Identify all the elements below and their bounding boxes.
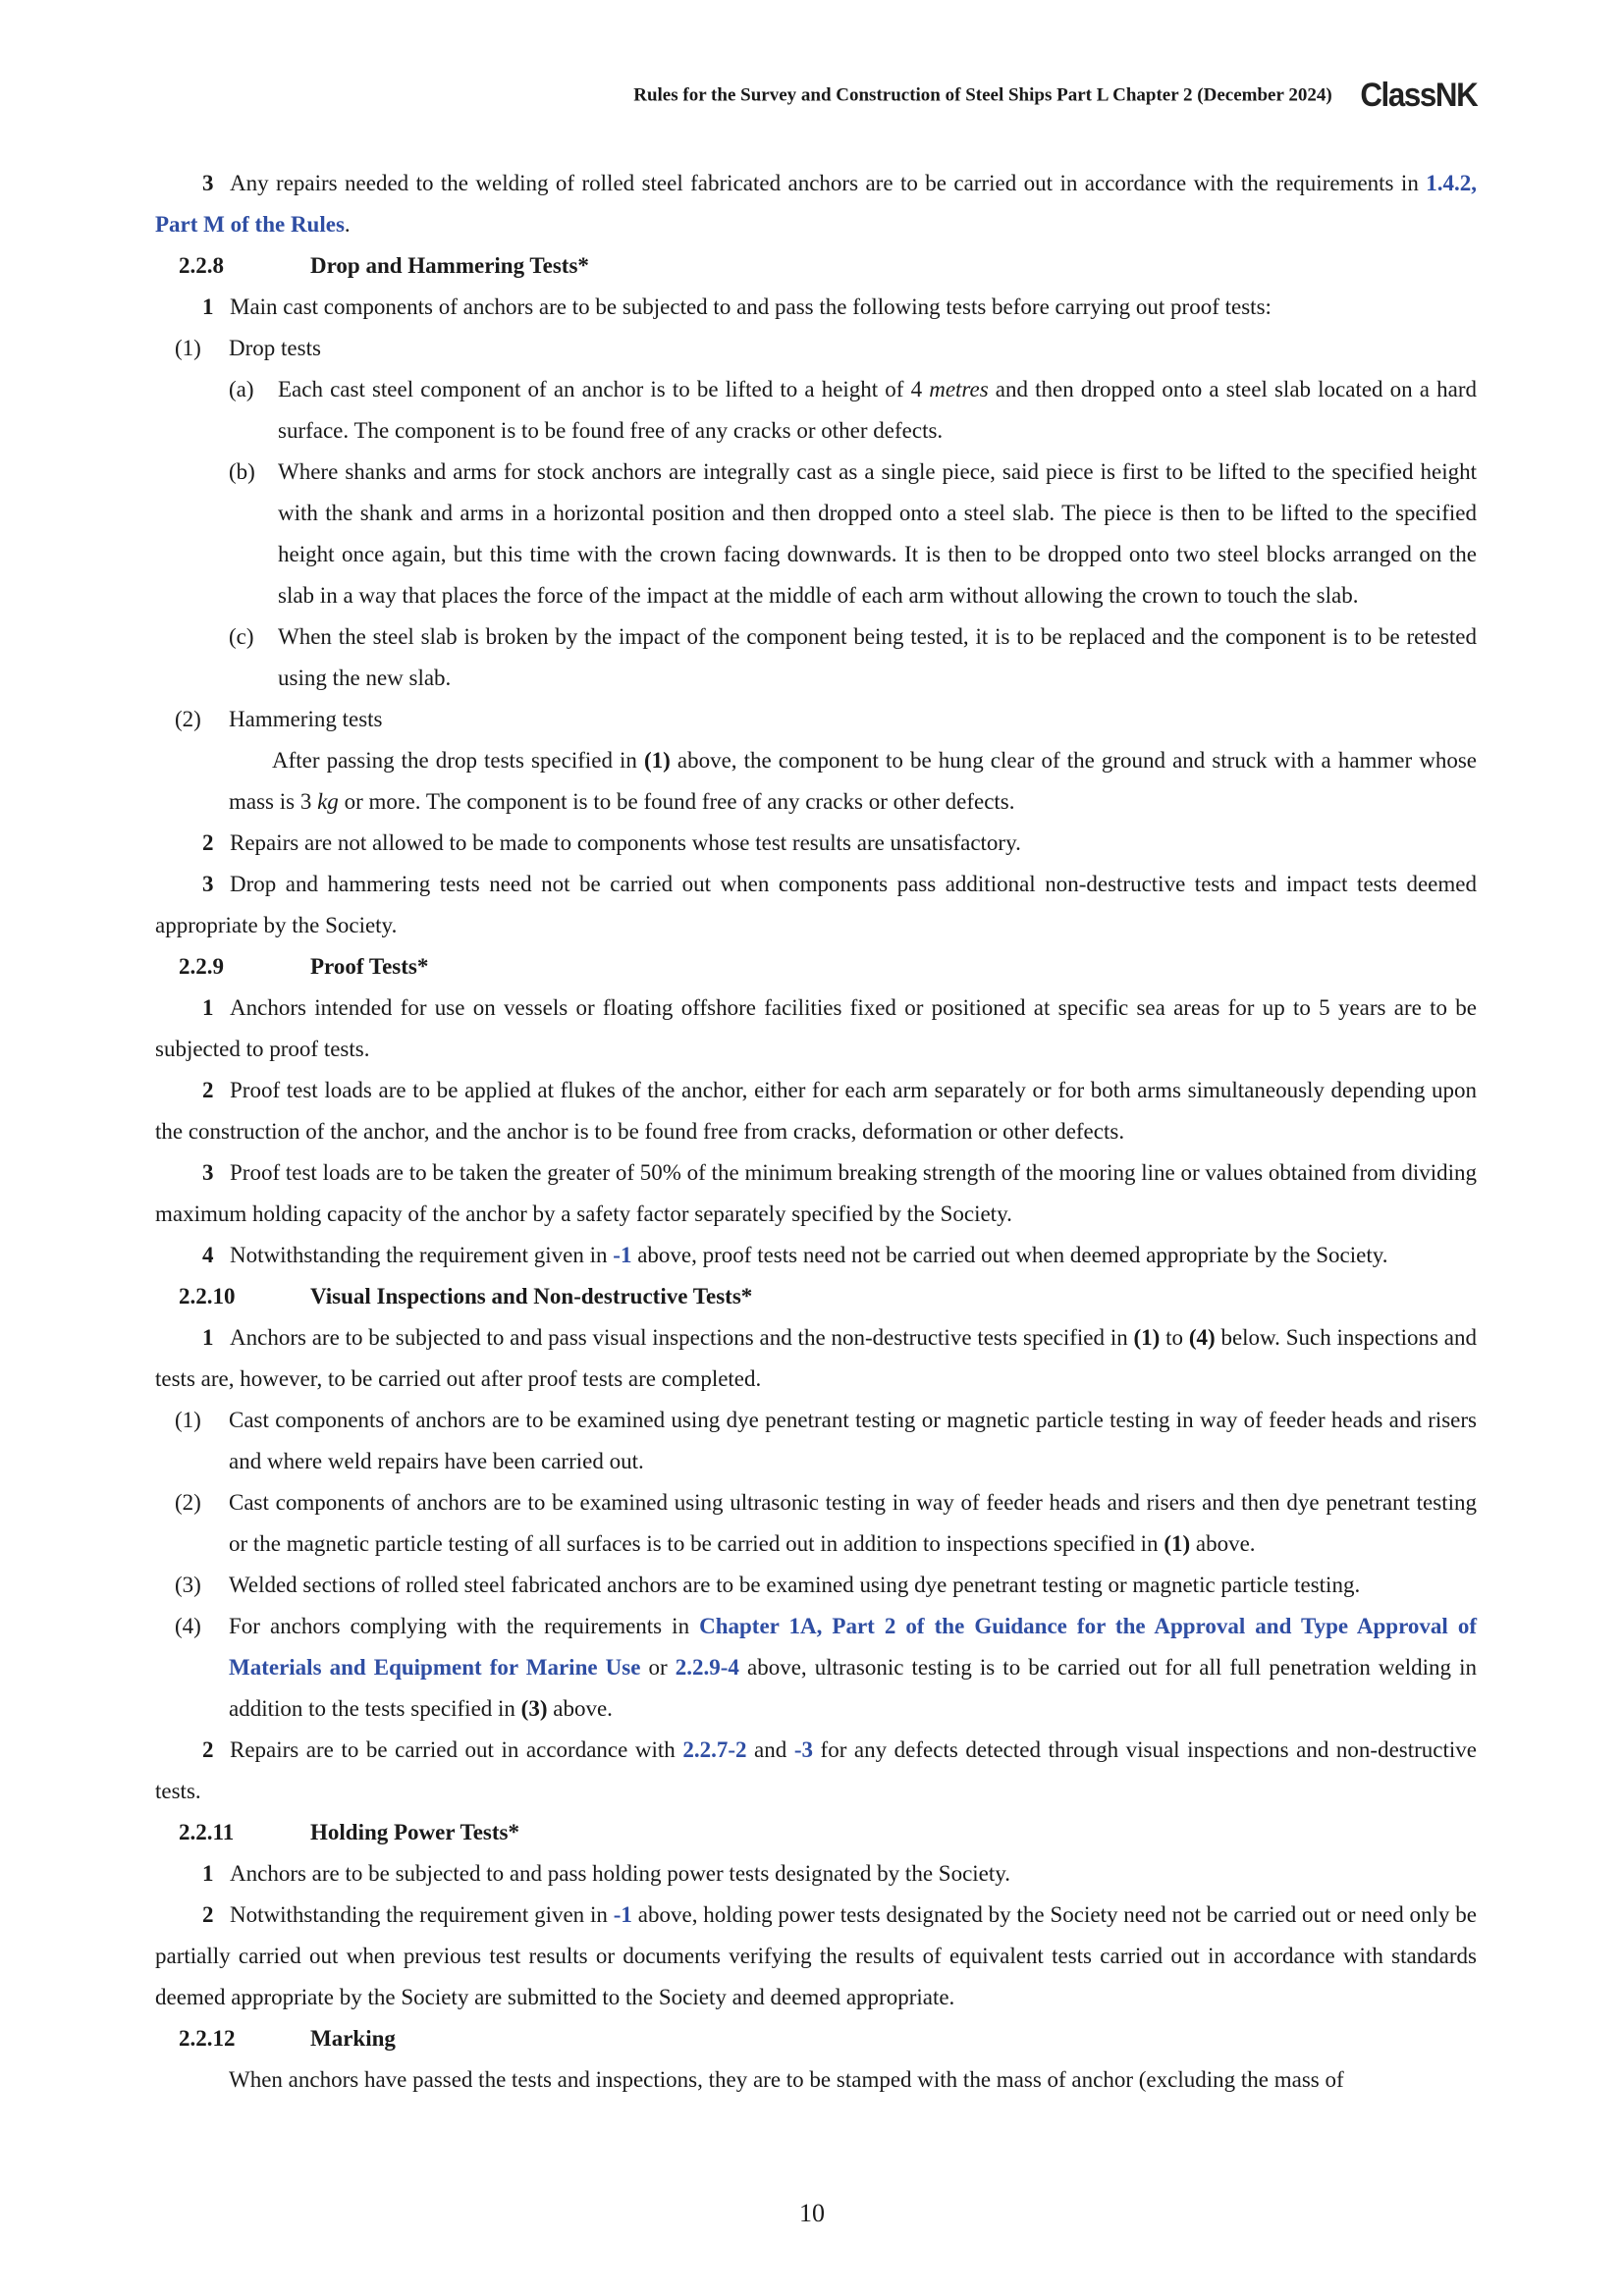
paragraph: 3 Proof test loads are to be taken the greater of 50% of the minimum breaking strength of the mooring line or values obtained from dividing maximum holding capacity of the anchor by a safety factor separately specified by the Society. bbox=[155, 1160, 1477, 1226]
paragraph: 2 Notwithstanding the requirement given in -1 above, holding power tests designated by the Society need not be carried out or need only be partially carried out when previous test results or documents verifying the results of equivalent tests carried out in accordance with standards deemed appropriate by the Society are submitted to the Society and deemed appropriate. bbox=[155, 1902, 1477, 2009]
cross-reference-link[interactable]: -1 bbox=[613, 1243, 632, 1267]
list-item: (c) When the steel slab is broken by the impact of the component being tested, it is to be replaced and the component is to be retested using the new slab. bbox=[229, 624, 1477, 690]
list-item: (1) Drop tests bbox=[175, 336, 321, 360]
list-item: (2) Hammering tests bbox=[175, 707, 383, 731]
list-item: (2) Cast components of anchors are to be examined using ultrasonic testing in way of feeder heads and risers and then dye penetrant testing or the magnetic particle testing of all surfaces is to be carried out in addition to inspections specified in (1) above. bbox=[175, 1490, 1477, 1556]
paragraph: 1 Anchors are to be subjected to and pass holding power tests designated by the Society. bbox=[202, 1861, 1011, 1886]
header-title: Rules for the Survey and Construction of Steel Ships Part L Chapter 2 (December 2024) bbox=[633, 84, 1332, 106]
paragraph: 2 Repairs are to be carried out in accordance with 2.2.7-2 and -3 for any defects detected through visual inspections and non-destructive tests. bbox=[155, 1737, 1477, 1803]
paragraph: 4 Notwithstanding the requirement given in -1 above, proof tests need not be carried out when deemed appropriate by the Society. bbox=[202, 1243, 1388, 1267]
paragraph: 3 Drop and hammering tests need not be carried out when components pass additional non-destructive tests and impact tests deemed appropriate by the Society. bbox=[155, 872, 1477, 937]
section-heading-2-2-9: 2.2.9 Proof Tests* bbox=[179, 954, 429, 979]
paragraph: 1 Anchors are to be subjected to and pass visual inspections and the non-destructive tests specified in (1) to (4) below. Such inspections and tests are, however, to be carried out after proof tests are completed. bbox=[155, 1325, 1478, 1391]
list-item: (1) Cast components of anchors are to be examined using dye penetrant testing or magnetic particle testing in way of feeder heads and risers and where weld repairs have been carried out. bbox=[175, 1408, 1477, 1473]
paragraph: 3 Any repairs needed to the welding of rolled steel fabricated anchors are to be carried out in accordance with the requirements in 1.4.2, Part M of the Rules. bbox=[155, 171, 1477, 237]
list-item: (4) For anchors complying with the requirements in Chapter 1A, Part 2 of the Guidance for the Approval and Type Approval of Materials and Equipment for Marine Use or 2.2.9-4 above, ultrasonic testing is to be carried out for all full penetration welding in addition to the tests specified in (3) above. bbox=[175, 1614, 1477, 1721]
list-item: (3) Welded sections of rolled steel fabricated anchors are to be examined using dye penetrant testing or magnetic particle testing. bbox=[175, 1573, 1361, 1597]
page-number: 10 bbox=[799, 2199, 825, 2227]
paragraph: 1 Anchors intended for use on vessels or floating offshore facilities fixed or positioned at specific sea areas for up to 5 years are to be subjected to proof tests. bbox=[155, 995, 1477, 1061]
paragraph: 2 Proof test loads are to be applied at flukes of the anchor, either for each arm separately or for both arms simultaneously depending upon the construction of the anchor, and the anchor is to be found free from cracks, deformation or other defects. bbox=[155, 1078, 1477, 1144]
section-heading-2-2-11: 2.2.11 Holding Power Tests* bbox=[179, 1820, 519, 1844]
section-heading-2-2-8: 2.2.8 Drop and Hammering Tests* bbox=[179, 253, 589, 278]
classnk-logo: ClassNK bbox=[1360, 77, 1477, 114]
list-item: (b) Where shanks and arms for stock anchors are integrally cast as a single piece, said piece is first to be lifted to the specified height with the shank and arms in a horizontal position and then dropped onto a steel slab. The piece is then to be lifted to the specified height once again, but this time with the crown facing downwards. It is then to be dropped onto two steel blocks arranged on the slab in a way that places the force of the impact at the middle of each arm without allowing the crown to touch the slab. bbox=[229, 459, 1477, 608]
paragraph: When anchors have passed the tests and inspections, they are to be stamped with the mass of anchor (excluding the mass of bbox=[229, 2067, 1344, 2092]
page-header bbox=[0, 77, 1477, 115]
list-paragraph: After passing the drop tests specified in (1) above, the component to be hung clear of the ground and struck with a hammer whose mass is 3 kg or more. The component is to be found free of any cracks or other defects. bbox=[229, 748, 1477, 814]
paragraph: 2 Repairs are not allowed to be made to components whose test results are unsatisfactory. bbox=[202, 830, 1021, 855]
paragraph: 1 Main cast components of anchors are to be subjected to and pass the following tests before carrying out proof tests: bbox=[202, 294, 1272, 319]
cross-reference-link[interactable]: 2.2.7-2 bbox=[682, 1737, 747, 1762]
cross-reference-link[interactable]: -3 bbox=[793, 1737, 813, 1762]
section-heading-2-2-10: 2.2.10 Visual Inspections and Non-destructive Tests* bbox=[179, 1284, 753, 1308]
guidance-link[interactable]: Chapter 1A, Part 2 of the Guidance for the Approval and Type Approval of Materials and Equipment for Marine Use bbox=[229, 1614, 1477, 1680]
cross-reference-link[interactable]: -1 bbox=[613, 1902, 632, 1927]
rules-link[interactable]: 1.4.2, Part M of the Rules bbox=[155, 171, 1477, 237]
list-item: (a) Each cast steel component of an anchor is to be lifted to a height of 4 metres and then dropped onto a steel slab located on a hard surface. The component is to be found free of any cracks or other defects. bbox=[229, 377, 1477, 443]
document-body bbox=[155, 163, 1477, 2101]
cross-reference-link[interactable]: 2.2.9-4 bbox=[675, 1655, 739, 1680]
section-heading-2-2-12: 2.2.12 Marking bbox=[179, 2026, 396, 2051]
